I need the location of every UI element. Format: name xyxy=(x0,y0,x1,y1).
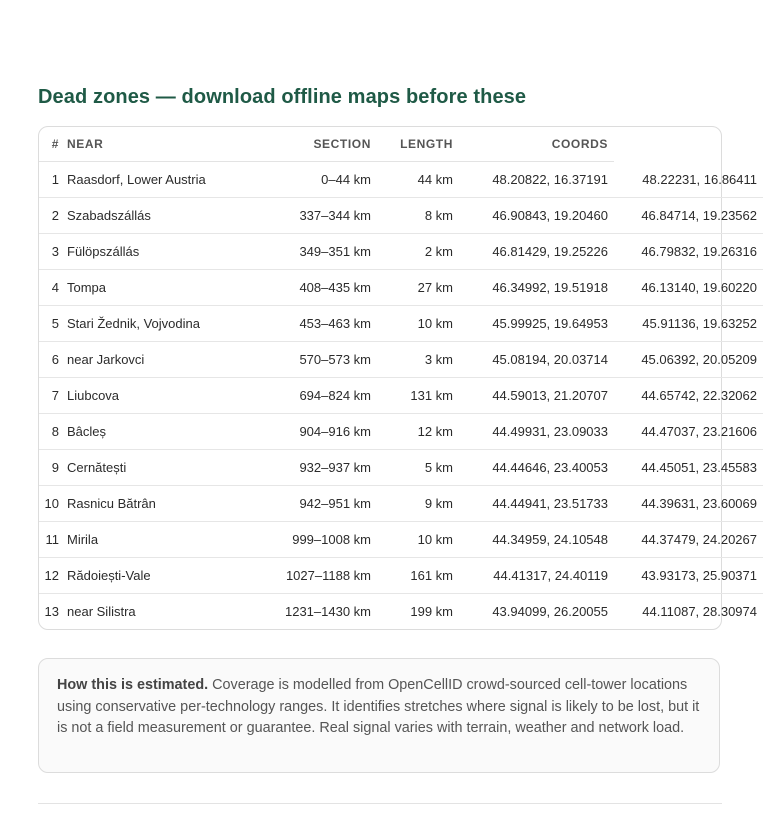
cell-num: 6 xyxy=(39,342,67,378)
table-row xyxy=(39,306,763,342)
cell-num: 13 xyxy=(44,604,59,619)
cell-coords-start: 44.59013, 21.20707 xyxy=(459,378,614,414)
cell-length: 3 km xyxy=(379,342,459,378)
cell-section: 453–463 km xyxy=(245,306,379,342)
cell-coords-start: 44.44646, 23.40053 xyxy=(459,450,614,486)
cell-section: 570–573 km xyxy=(245,342,379,378)
cell-coords-start: 46.34992, 19.51918 xyxy=(459,270,614,306)
cell-num: 12 xyxy=(39,558,67,594)
note-lead: How this is estimated. xyxy=(57,677,209,693)
table-row xyxy=(39,594,763,630)
cell-coords-end: 44.47037, 23.21606 xyxy=(614,414,763,450)
cell-section: 408–435 km xyxy=(245,270,379,306)
footer-divider xyxy=(38,803,722,804)
cell-coords-start: 46.90843, 19.20460 xyxy=(459,198,614,234)
cell-num: 8 xyxy=(39,414,67,450)
header-coords: COORDS xyxy=(459,127,614,162)
cell-num: 5 xyxy=(39,306,67,342)
cell-length: 8 km xyxy=(379,198,459,234)
cell-coords-end: 46.79832, 19.26316 xyxy=(614,234,763,270)
cell-section: 932–937 km xyxy=(245,450,379,486)
table-row xyxy=(39,414,763,450)
cell-coords-start: 45.08194, 20.03714 xyxy=(459,342,614,378)
cell-num: 11 xyxy=(39,522,67,558)
cell-section: 942–951 km xyxy=(245,486,379,522)
cell-coords-end: 43.93173, 25.90371 xyxy=(614,558,763,594)
cell-coords-start: 48.20822, 16.37191 xyxy=(459,162,614,198)
cell-coords-end: 46.13140, 19.60220 xyxy=(614,270,763,306)
cell-near: Stari Žednik, Vojvodina xyxy=(67,306,245,342)
table-row xyxy=(39,378,763,414)
header-num: # xyxy=(39,127,67,162)
cell-coords-start: 44.41317, 24.40119 xyxy=(459,558,614,594)
table-row xyxy=(39,522,763,558)
note-text xyxy=(57,675,701,740)
estimation-note xyxy=(38,658,720,773)
dead-zones-table-card xyxy=(38,126,757,630)
cell-near: Raasdorf, Lower Austria xyxy=(67,162,245,198)
table-row xyxy=(39,234,763,270)
cell-coords-end: 44.39631, 23.60069 xyxy=(614,486,763,522)
cell-length: 131 km xyxy=(379,378,459,414)
cell-length: 44 km xyxy=(379,162,459,198)
cell-coords-start: 45.99925, 19.64953 xyxy=(459,306,614,342)
cell-near: Szabadszállás xyxy=(67,198,245,234)
cell-length: 161 km xyxy=(379,558,459,594)
table-body xyxy=(39,162,763,630)
cell-coords-end: 45.91136, 19.63252 xyxy=(614,306,763,342)
cell-coords-start: 43.94099, 26.20055 xyxy=(492,604,608,619)
cell-num: 7 xyxy=(39,378,67,414)
cell-coords-start: 46.81429, 19.25226 xyxy=(459,234,614,270)
cell-num: 3 xyxy=(39,234,67,270)
cell-coords-end: 44.37479, 24.20267 xyxy=(614,522,763,558)
cell-num: 10 xyxy=(39,486,67,522)
cell-section: 0–44 km xyxy=(245,162,379,198)
cell-length: 10 km xyxy=(379,522,459,558)
table-row xyxy=(39,270,763,306)
cell-section: 904–916 km xyxy=(245,414,379,450)
table-row xyxy=(39,558,763,594)
cell-num: 9 xyxy=(39,450,67,486)
cell-length: 5 km xyxy=(379,450,459,486)
table-header-row xyxy=(39,127,763,162)
cell-near: near Silistra xyxy=(67,604,136,619)
cell-coords-end: 44.65742, 22.32062 xyxy=(614,378,763,414)
cell-section: 694–824 km xyxy=(245,378,379,414)
cell-near: Fülöpszállás xyxy=(67,234,245,270)
header-section: SECTION xyxy=(245,127,379,162)
cell-coords-end: 46.84714, 19.23562 xyxy=(614,198,763,234)
cell-near: Rădoiești-Vale xyxy=(67,558,245,594)
cell-near: Bâcleș xyxy=(67,414,245,450)
header-coords-end xyxy=(614,127,763,162)
cell-coords-start: 44.34959, 24.10548 xyxy=(459,522,614,558)
cell-near: Tompa xyxy=(67,270,245,306)
cell-coords-start: 44.49931, 23.09033 xyxy=(459,414,614,450)
dead-zones-table xyxy=(39,127,763,629)
cell-near: near Jarkovci xyxy=(67,342,245,378)
cell-section: 349–351 km xyxy=(245,234,379,270)
table-row xyxy=(39,342,763,378)
cell-length: 10 km xyxy=(379,306,459,342)
cell-near: Mirila xyxy=(67,522,245,558)
table-row xyxy=(39,198,763,234)
header-length: LENGTH xyxy=(379,127,459,162)
cell-num: 4 xyxy=(39,270,67,306)
cell-length: 199 km xyxy=(410,604,453,619)
cell-num: 2 xyxy=(39,198,67,234)
cell-coords-end: 44.11087, 28.30974 xyxy=(642,604,757,619)
cell-length: 9 km xyxy=(379,486,459,522)
table-row xyxy=(39,450,763,486)
page-title: Dead zones — download offline maps before these xyxy=(38,86,527,108)
table-row xyxy=(39,486,763,522)
note-body: Coverage is modelled from OpenCellID crowd-sourced cell-tower locations using conservative per-technology ranges. It identifies stretches where signal is likely to be lost, but it is not a field measurement or guarantee. Real signal varies with terrain, weather and network load. xyxy=(57,677,700,737)
cell-coords-start: 44.44941, 23.51733 xyxy=(459,486,614,522)
cell-section: 1027–1188 km xyxy=(245,558,379,594)
cell-section: 1231–1430 km xyxy=(284,604,371,619)
cell-near: Cernătești xyxy=(67,450,245,486)
cell-coords-end: 45.06392, 20.05209 xyxy=(614,342,763,378)
cell-section: 999–1008 km xyxy=(245,522,379,558)
cell-near: Rasnicu Bătrân xyxy=(67,486,245,522)
cell-length: 12 km xyxy=(379,414,459,450)
cell-coords-end: 44.45051, 23.45583 xyxy=(614,450,763,486)
cell-num: 1 xyxy=(39,162,67,198)
cell-coords-end: 48.22231, 16.86411 xyxy=(614,162,763,198)
cell-length: 27 km xyxy=(379,270,459,306)
cell-section: 337–344 km xyxy=(245,198,379,234)
cell-near: Liubcova xyxy=(67,378,245,414)
table-row xyxy=(39,162,763,198)
cell-length: 2 km xyxy=(379,234,459,270)
header-near: NEAR xyxy=(67,127,245,162)
